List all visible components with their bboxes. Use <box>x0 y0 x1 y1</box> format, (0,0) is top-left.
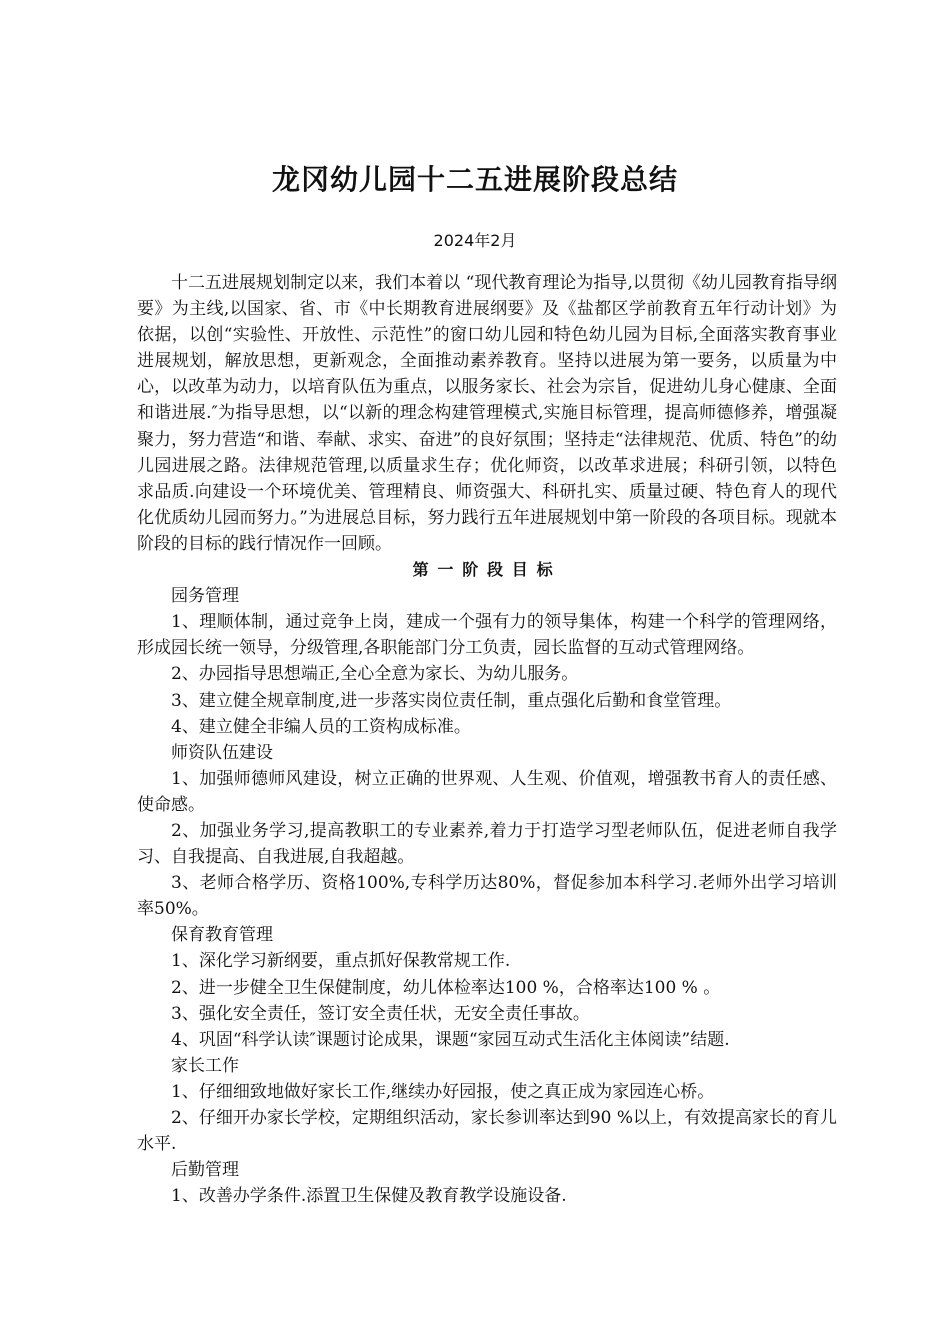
subheading-garden-management: 园务管理 <box>171 586 239 607</box>
list-item: 3、老师合格学历、资格100%,专科学历达80%，督促参加本科学习.老师外出学习培训率50%。 <box>137 873 837 920</box>
intro-paragraph: 十二五进展规划制定以来，我们本着以 “现代教育理论为指导,以贯彻《幼儿园教育指导纲要》为主线,以国家、省、市《中长期教育进展纲要》及《盐都区学前教育五年行动计划》为依据，以创“实验性、开放性、示范性”的窗口幼儿园和特色幼儿园为目标,全面落实教育事业进展规划，解放思想，更新观念，全面推动素养教育。坚持以进展为第一要务，以质量为中心，以改革为动力，以培育队伍为重点，以服务家长、社会为宗旨，促进幼儿身心健康、全面和谐进展.″为指导思想，以“以新的理念构建管理模式,实施目标管理，提高师德修养，增强凝聚力，努力营造“和谐、奉献、求实、奋进”的良好氛围；坚持走“法律规范、优质、特色”的幼儿园进展之路。法律规范管理,以质量求生存；优化师资，以改革求进展；科研引领，以特色求品质.向建设一个环境优美、管理精良、师资强大、科研扎实、质量过硬、特色育人的现代化优质幼儿园而努力。”为进展总目标，努力践行五年进展规划中第一阶段的各项目标。现就本阶段的目标的践行情况作一回顾。 <box>137 273 837 554</box>
list-item: 4、巩固“科学认读″课题讨论成果，课题“家园互动式生活化主体阅读”结题. <box>171 1029 730 1050</box>
list-item: 2、进一步健全卫生保健制度，幼儿体检率达100 %，合格率达100 % 。 <box>171 977 721 998</box>
list-item: 2、加强业务学习,提高教职工的专业素养,着力于打造学习型老师队伍，促进老师自我学习、自我提高、自我进展,自我超越。 <box>137 820 837 868</box>
list-item: 3、建立健全规章制度,进一步落实岗位责任制，重点强化后勤和食堂管理。 <box>171 690 732 711</box>
list-item: 1、改善办学条件.添置卫生保健及教育教学设施设备. <box>171 1186 567 1207</box>
list-item: 1、深化学习新纲要，重点抓好保教常规工作. <box>171 951 511 972</box>
list-item: 2、仔细开办家长学校，定期组织活动，家长参训率达到90 %以上，有效提高家长的育儿水平. <box>137 1108 838 1155</box>
list-item: 4、建立健全非编人员的工资构成标准。 <box>171 716 471 737</box>
document-body <box>137 270 837 1209</box>
document-date: 2024年2月 <box>433 231 517 250</box>
subheading-teacher-building: 师资队伍建设 <box>171 742 273 763</box>
list-item: 2、办园指导思想端正,全心全意为家长、为幼儿服务。 <box>171 664 579 685</box>
list-item: 1、加强师德师风建设，树立正确的世界观、人生观、价值观，增强教书育人的责任感、使命感。 <box>137 768 837 815</box>
list-item: 3、强化安全责任，签订安全责任状，无安全责任事故。 <box>171 1003 590 1024</box>
subheading-care-education: 保育教育管理 <box>171 925 273 946</box>
subheading-logistics: 后勤管理 <box>171 1160 239 1181</box>
section-heading-stage-one: 第一阶段目标 <box>412 560 562 580</box>
subheading-parent-work: 家长工作 <box>171 1055 239 1076</box>
list-item: 1、仔细细致地做好家长工作,继续办好园报，使之真正成为家园连心桥。 <box>171 1081 715 1102</box>
list-item: 1、理顺体制，通过竞争上岗，建成一个强有力的领导集体，构建一个科学的管理网络，形成园长统一领导，分级管理,各职能部门分工负责，园长监督的互动式管理网络。 <box>137 612 837 659</box>
document-title: 龙冈幼儿园十二五进展阶段总结 <box>271 163 678 196</box>
